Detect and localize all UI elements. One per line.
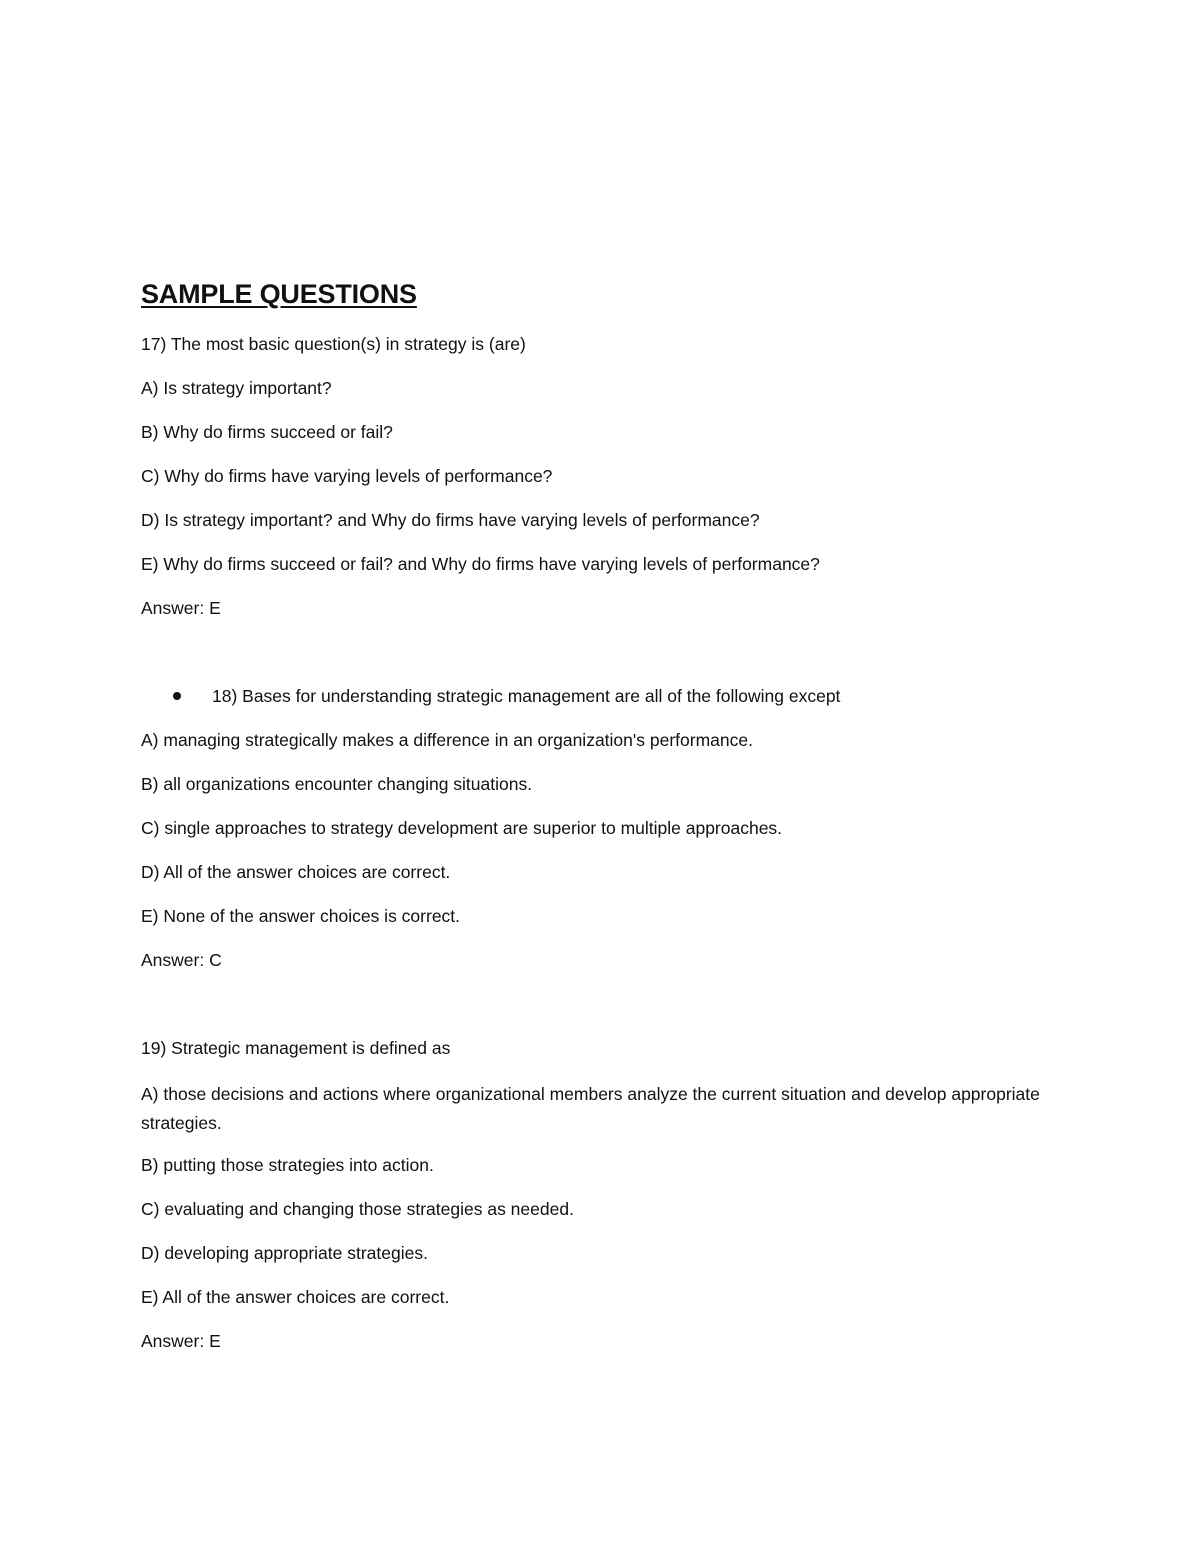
answer-option-e: E) All of the answer choices are correct. [141, 1287, 450, 1307]
answer-option-c: C) evaluating and changing those strategies as needed. [141, 1199, 574, 1219]
question-18 [141, 684, 1061, 972]
page-title: SAMPLE QUESTIONS [141, 279, 417, 309]
answer-option-d: D) developing appropriate strategies. [141, 1243, 428, 1263]
question-stem: 19) Strategic management is defined as [141, 1038, 451, 1058]
answer-option-a: A) Is strategy important? [141, 378, 332, 398]
answer-option-c: C) single approaches to strategy development are superior to multiple approaches. [141, 818, 783, 838]
answer-option-a: A) those decisions and actions where organizational members analyze the current situation and develop appropriate strategies. [141, 1084, 1040, 1133]
answer-key: Answer: E [141, 598, 221, 618]
question-17 [141, 332, 1061, 620]
question-stem-text: 18) Bases for understanding strategic management are all of the following except [212, 686, 841, 706]
answer-key: Answer: C [141, 950, 222, 970]
answer-option-a: A) managing strategically makes a difference in an organization's performance. [141, 730, 753, 750]
answer-option-c: C) Why do firms have varying levels of performance? [141, 466, 553, 486]
answer-key: Answer: E [141, 1331, 221, 1351]
answer-option-e: E) None of the answer choices is correct. [141, 906, 461, 926]
answer-option-b: B) putting those strategies into action. [141, 1155, 434, 1175]
answer-option-e: E) Why do firms succeed or fail? and Why do firms have varying levels of performance? [141, 554, 820, 574]
question-stem: 17) The most basic question(s) in strategy is (are) [141, 334, 526, 354]
answer-option-b: B) all organizations encounter changing situations. [141, 774, 533, 794]
answer-option-d: D) All of the answer choices are correct. [141, 862, 451, 882]
question-19 [141, 1036, 1061, 1353]
answer-option-b: B) Why do firms succeed or fail? [141, 422, 393, 442]
spacer [141, 992, 1061, 1036]
answer-option-d: D) Is strategy important? and Why do firms have varying levels of performance? [141, 510, 760, 530]
spacer [141, 640, 1061, 684]
document-content [141, 278, 1061, 1373]
question-stem-bulleted [141, 684, 1061, 708]
bullet-icon [173, 692, 181, 700]
